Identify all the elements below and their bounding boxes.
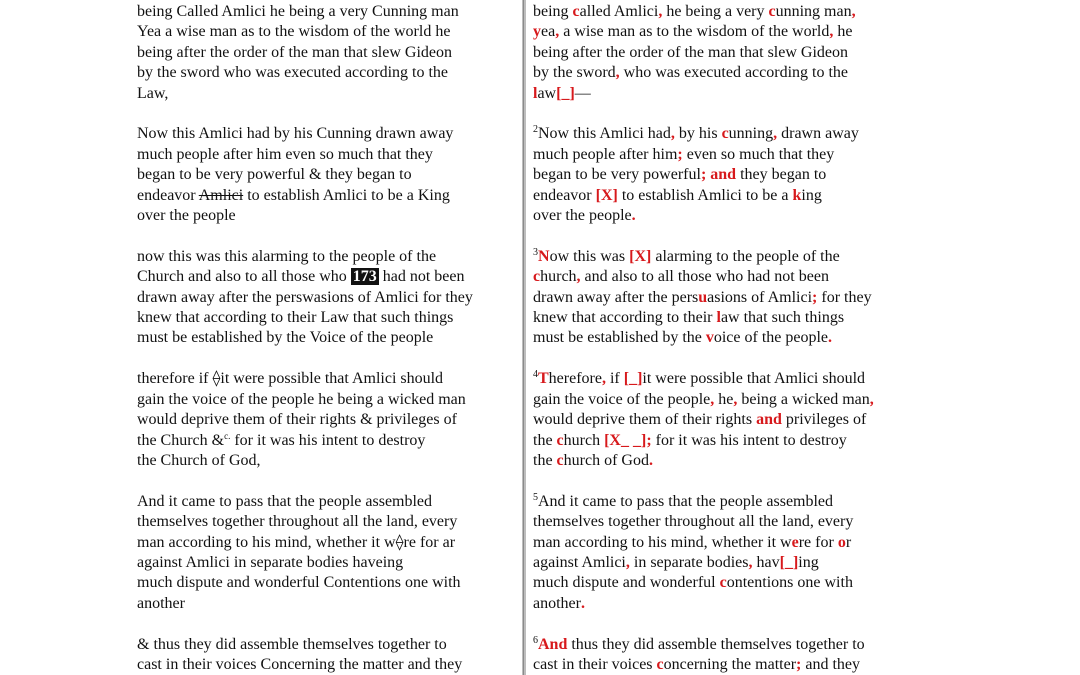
text-segment: — <box>574 84 591 102</box>
edit-mark: [_] <box>556 84 575 102</box>
text-segment: knew that according to their <box>533 309 717 327</box>
text-segment: much dispute and wonderful Contentions one with <box>137 574 461 592</box>
edited-line <box>533 2 913 22</box>
text-segment: he <box>714 390 734 408</box>
edit-mark: . <box>828 329 833 347</box>
text-segment: the Church & <box>137 431 225 449</box>
text-segment: ing <box>798 553 819 571</box>
text-segment: would deprive them of their rights <box>533 411 757 429</box>
text-segment: they began to <box>736 166 827 184</box>
text-segment: to establish Amlici to be a <box>617 186 793 204</box>
edited-paragraph <box>533 124 913 226</box>
text-segment: alled Amlici <box>579 3 659 20</box>
text-segment: cast in their voices <box>533 656 657 674</box>
edit-mark: , <box>658 3 663 20</box>
text-segment: another <box>533 594 581 612</box>
edit-mark: . <box>631 207 636 225</box>
text-segment: endeavor <box>533 186 596 204</box>
text-segment: oice of the people <box>713 329 829 347</box>
text-segment: much dispute and wonderful <box>533 574 720 592</box>
edit-mark: ; <box>677 145 683 163</box>
edited-line <box>533 206 913 226</box>
edit-mark: , <box>555 23 560 41</box>
edited-line <box>533 267 913 287</box>
edit-mark: , <box>733 390 738 408</box>
original-line <box>137 594 517 614</box>
text-segment: r <box>845 533 852 551</box>
original-line <box>137 431 517 451</box>
text-segment: being after the order of the man that slew Gideon <box>137 43 452 61</box>
edit-mark: ; <box>646 431 652 449</box>
original-line <box>137 492 517 512</box>
original-line <box>137 308 517 328</box>
text-segment: herefore <box>548 370 602 388</box>
text-segment: oncerning the matter <box>663 656 797 674</box>
edited-line <box>533 43 913 63</box>
edit-mark: , <box>601 370 606 388</box>
text-segment: began to be very powerful <box>533 166 701 184</box>
edit-mark: l <box>533 84 538 102</box>
text-segment: hurch of God <box>563 451 649 469</box>
edited-line <box>533 22 913 42</box>
text-segment: would deprive them of their rights & privileges of <box>137 411 457 429</box>
edited-line <box>533 186 913 206</box>
edit-mark: , <box>869 390 874 408</box>
text-segment: against Amlici <box>533 553 626 571</box>
edit-mark: . <box>580 594 585 612</box>
edit-mark: T <box>538 370 549 388</box>
original-line <box>137 267 517 287</box>
edited-line <box>533 451 913 471</box>
text-segment: now this was this alarming to the people of the <box>137 247 437 265</box>
edit-mark: l <box>716 309 721 327</box>
text-segment: for they <box>817 288 872 306</box>
text-segment: And it came to pass that the people assembled <box>137 492 433 510</box>
text-segment: to establish Amlici to be a King <box>243 186 450 204</box>
original-paragraph <box>137 635 517 675</box>
text-segment: drawn away <box>777 125 859 143</box>
edited-line <box>533 390 913 410</box>
original-line <box>137 2 517 22</box>
text-segment: hurch <box>540 268 577 286</box>
original-paragraph <box>137 2 517 104</box>
text-segment: Now this Amlici had by his Cunning drawn away <box>137 125 454 143</box>
text-segment: by the sword who was executed according to the <box>137 64 449 82</box>
text-segment: over the people <box>137 207 236 225</box>
edit-mark: ; and <box>700 166 737 184</box>
text-segment: thus they did assemble themselves together to <box>567 635 865 653</box>
original-line <box>137 124 517 144</box>
text-segment: for it was his intent to destroy <box>230 431 426 449</box>
edited-line <box>533 165 913 185</box>
text-segment: drawn away after the pers <box>533 288 699 306</box>
text-segment: themselves together throughout all the land, every <box>533 513 854 531</box>
text-segment: ea <box>541 23 556 41</box>
edit-mark: and <box>756 411 782 429</box>
original-line <box>137 533 517 553</box>
edited-line <box>533 431 913 451</box>
edit-mark: c <box>768 3 776 20</box>
original-line <box>137 655 517 675</box>
original-transcript-column <box>137 2 517 675</box>
text-segment: another <box>137 594 185 612</box>
original-paragraph <box>137 247 517 349</box>
text-segment: he being a very <box>662 3 769 20</box>
edit-mark: c <box>533 268 541 286</box>
text-segment: Yea a wise man as to the wisdom of the world he <box>137 23 451 41</box>
original-line <box>137 512 517 532</box>
text-segment: themselves together throughout all the land, every <box>137 513 458 531</box>
edit-mark: c <box>719 574 727 592</box>
text-segment: Law, <box>137 84 169 102</box>
edited-line <box>533 145 913 165</box>
text-segment: aw that such things <box>720 309 845 327</box>
text-segment: unning man <box>775 3 852 20</box>
edited-paragraph <box>533 635 913 675</box>
original-line <box>137 451 517 471</box>
edited-line <box>533 594 913 614</box>
edited-line <box>533 573 913 593</box>
edit-mark: , <box>748 553 753 571</box>
text-segment: being Called Amlici he being a very Cunning man <box>137 3 459 20</box>
page-marker: 173 <box>352 268 377 286</box>
edited-line <box>533 288 913 308</box>
text-segment: drawn away after the perswasions of Amlici for they <box>137 288 473 306</box>
edit-mark: k <box>792 186 802 204</box>
text-segment: over the people <box>533 207 632 225</box>
edit-mark: , <box>829 23 834 41</box>
edit-mark: . <box>648 451 653 469</box>
edit-mark: [_] <box>623 370 643 388</box>
text-segment: much people after him even so much that they <box>137 145 433 163</box>
text-segment: began to be very powerful & they began to <box>137 166 412 184</box>
original-line <box>137 186 517 206</box>
text-segment: for it was his intent to destroy <box>651 431 847 449</box>
text-segment: and they <box>801 656 860 674</box>
edited-line <box>533 124 913 144</box>
edit-mark: y <box>533 23 541 41</box>
text-segment: & thus they did assemble themselves together to <box>137 635 447 653</box>
edit-mark: c <box>556 431 564 449</box>
edited-line <box>533 655 913 675</box>
verse-number: 2 <box>533 124 538 136</box>
text-segment: a wise man as to the wisdom of the world <box>559 23 830 41</box>
edited-transcript-column <box>533 2 913 675</box>
edit-mark: c <box>721 125 729 143</box>
text-segment: gain the voice of the people <box>533 390 711 408</box>
edited-line <box>533 328 913 348</box>
edited-paragraph <box>533 369 913 471</box>
text-segment: aw <box>537 84 557 102</box>
text-segment: man according to his mind, whether it w <box>533 533 792 551</box>
original-line <box>137 288 517 308</box>
edit-mark: [X] <box>595 186 618 204</box>
edited-line <box>533 247 913 267</box>
original-paragraph <box>137 492 517 614</box>
verse-number: 4 <box>533 369 538 381</box>
edited-line <box>533 492 913 512</box>
text-segment: And it came to pass that the people assembled <box>538 492 834 510</box>
text-segment: Now this Amlici had <box>538 125 671 143</box>
original-line <box>137 43 517 63</box>
text-segment: he <box>833 23 853 41</box>
text-segment: gain the voice of the people he being a wicked man <box>137 390 466 408</box>
edit-mark: u <box>698 288 708 306</box>
edited-paragraph <box>533 2 913 104</box>
edited-line <box>533 533 913 553</box>
edited-line <box>533 84 913 104</box>
text-segment: ontentions one with <box>726 574 853 592</box>
original-line <box>137 206 517 226</box>
edit-mark: o <box>837 533 846 551</box>
edited-line <box>533 308 913 328</box>
text-segment: man according to his mind, whether it w⟠re for ar <box>137 533 456 551</box>
text-segment: unning <box>728 125 774 143</box>
edit-mark: , <box>773 125 778 143</box>
edit-mark: v <box>705 329 714 347</box>
text-segment: by the sword <box>533 64 616 82</box>
edit-mark: N <box>538 247 550 265</box>
edited-line <box>533 410 913 430</box>
edit-mark: c <box>556 451 564 469</box>
original-paragraph <box>137 369 517 471</box>
superscript-text: c. <box>224 430 231 441</box>
original-line <box>137 328 517 348</box>
edited-line <box>533 512 913 532</box>
edited-paragraph <box>533 492 913 614</box>
text-segment: being after the order of the man that slew Gideon <box>533 43 848 61</box>
verse-number: 5 <box>533 491 538 503</box>
original-line <box>137 635 517 655</box>
edit-mark: [X_ _] <box>604 431 647 449</box>
edit-mark: , <box>615 64 620 82</box>
edit-mark: ; <box>812 288 818 306</box>
text-segment: if <box>605 370 624 388</box>
original-line <box>137 84 517 104</box>
original-line <box>137 390 517 410</box>
edit-mark: c <box>572 3 580 20</box>
verse-number: 3 <box>533 246 538 258</box>
edit-mark: , <box>851 3 856 20</box>
text-segment: therefore if ⟠it were possible that Amlici should <box>137 370 444 388</box>
edited-line <box>533 635 913 655</box>
text-segment: ing <box>801 186 822 204</box>
text-segment: Church and also to all those who <box>137 268 351 286</box>
struck-text: Amlici <box>198 186 244 204</box>
text-segment: hav <box>752 553 780 571</box>
text-segment: re for <box>798 533 838 551</box>
text-segment: cast in their voices Concerning the matter and they <box>137 656 463 674</box>
edit-mark: ; <box>796 656 802 674</box>
edited-line <box>533 369 913 389</box>
text-segment: against Amlici in separate bodies haveing <box>137 553 404 571</box>
text-segment: alarming to the people of the <box>651 247 840 265</box>
edited-line <box>533 63 913 83</box>
edit-mark: [X] <box>629 247 652 265</box>
text-segment: ow this was <box>549 247 630 265</box>
original-line <box>137 369 517 389</box>
original-line <box>137 247 517 267</box>
verse-number: 6 <box>533 634 538 646</box>
text-segment: knew that according to their Law that such things <box>137 309 454 327</box>
text-segment: must be established by the Voice of the people <box>137 329 434 347</box>
text-segment: must be established by the <box>533 329 706 347</box>
edit-mark: e <box>791 533 799 551</box>
edit-mark: [_] <box>779 553 799 571</box>
text-segment: even so much that they <box>682 145 835 163</box>
text-segment: the <box>533 431 557 449</box>
text-segment: it were possible that Amlici should <box>642 370 866 388</box>
edit-mark: , <box>710 390 715 408</box>
original-line <box>137 553 517 573</box>
edit-mark: , <box>576 268 581 286</box>
original-line <box>137 22 517 42</box>
original-line <box>137 573 517 593</box>
original-line <box>137 63 517 83</box>
edited-paragraph <box>533 247 913 349</box>
edit-mark: , <box>625 553 630 571</box>
edited-line <box>533 553 913 573</box>
edit-mark: , <box>670 125 675 143</box>
original-paragraph <box>137 124 517 226</box>
text-segment: the Church of God, <box>137 451 261 469</box>
column-divider-line <box>523 0 524 675</box>
original-line <box>137 410 517 430</box>
edit-mark: And <box>538 635 568 653</box>
text-segment: who was executed according to the <box>619 64 849 82</box>
text-segment: had not been <box>378 268 465 286</box>
text-segment: privileges of <box>781 411 867 429</box>
text-segment: being a wicked man <box>737 390 870 408</box>
original-line <box>137 145 517 165</box>
text-segment: being <box>533 3 573 20</box>
text-segment: endeavor <box>137 186 199 204</box>
text-segment: in separate bodies <box>629 553 749 571</box>
text-segment: much people after him <box>533 145 678 163</box>
text-segment: the <box>533 451 557 469</box>
text-segment: asions of Amlici <box>707 288 813 306</box>
text-segment: hurch <box>563 431 605 449</box>
text-segment: by his <box>674 125 722 143</box>
original-line <box>137 165 517 185</box>
text-segment: and also to all those who had not been <box>580 268 829 286</box>
edit-mark: c <box>656 656 664 674</box>
